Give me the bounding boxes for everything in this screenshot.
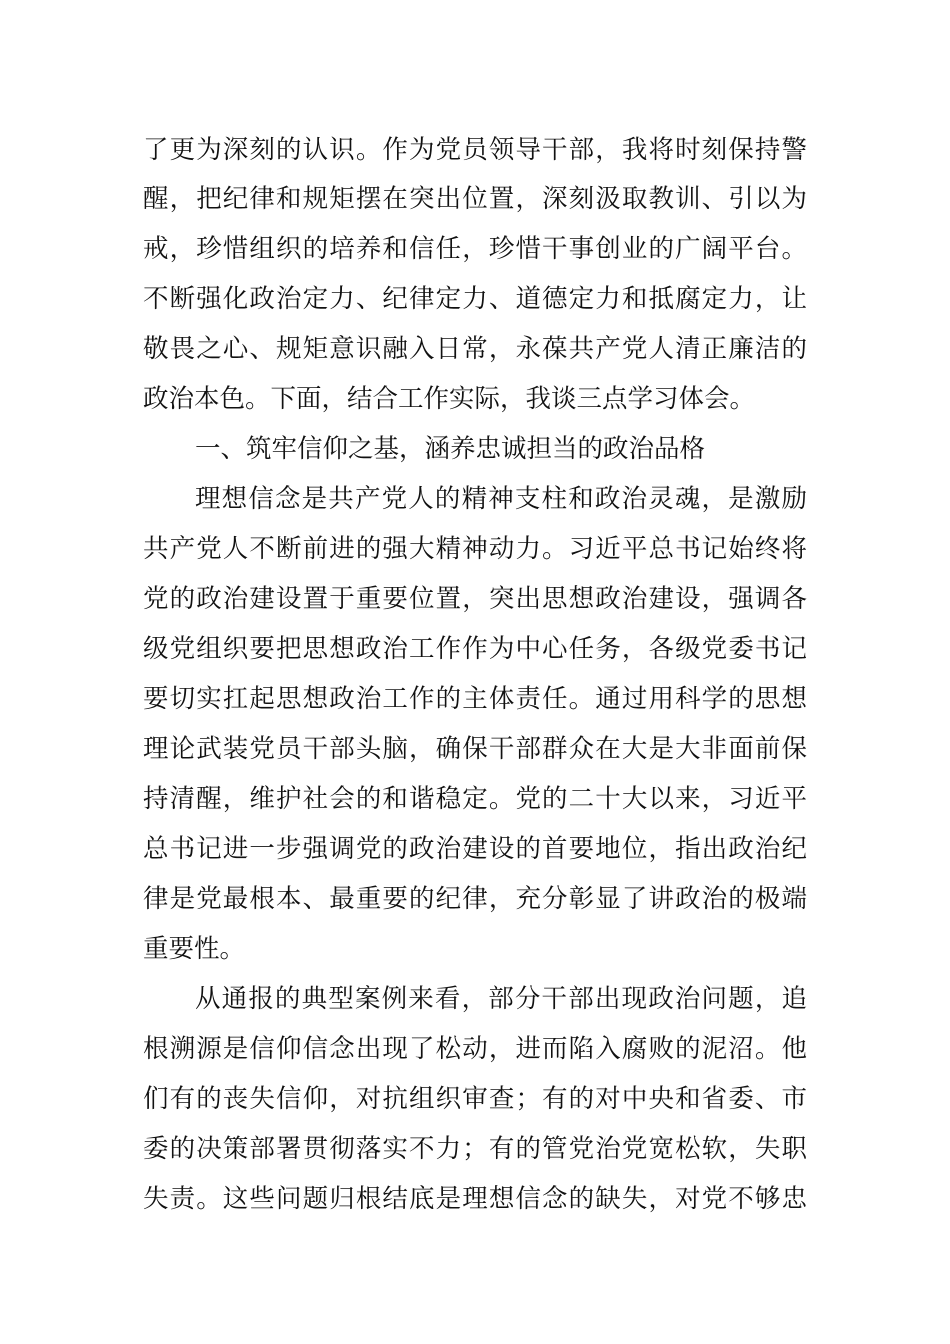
text-line: 党的政治建设置于重要位置，突出思想政治建设，强调各 (143, 584, 807, 614)
text-line: 了更为深刻的认识。作为党员领导干部，我将时刻保持警 (143, 135, 807, 165)
text-line: 重要性。 (143, 934, 246, 964)
text-line: 敬畏之心、规矩意识融入日常，永葆共产党人清正廉洁的 (143, 334, 807, 364)
text-line: 共产党人不断前进的强大精神动力。习近平总书记始终将 (143, 534, 807, 564)
text-line: 委的决策部署贯彻落实不力；有的管党治党宽松软，失职 (143, 1134, 807, 1164)
text-line: 根溯源是信仰信念出现了松动，进而陷入腐败的泥沼。他 (143, 1034, 807, 1064)
text-line: 失责。这些问题归根结底是理想信念的缺失，对党不够忠 (143, 1184, 807, 1214)
text-line: 律是党最根本、最重要的纪律，充分彰显了讲政治的极端 (143, 884, 807, 914)
text-line: 从通报的典型案例来看，部分干部出现政治问题，追 (195, 984, 807, 1014)
text-line: 总书记进一步强调党的政治建设的首要地位，指出政治纪 (143, 834, 807, 864)
text-line: 理想信念是共产党人的精神支柱和政治灵魂，是激励 (195, 484, 807, 514)
text-line: 不断强化政治定力、纪律定力、道德定力和抵腐定力，让 (143, 284, 807, 314)
text-line: 们有的丧失信仰，对抗组织审查；有的对中央和省委、市 (143, 1084, 807, 1114)
text-line: 理论武装党员干部头脑，确保干部群众在大是大非面前保 (143, 734, 807, 764)
text-line: 要切实扛起思想政治工作的主体责任。通过用科学的思想 (143, 684, 807, 714)
text-line: 持清醒，维护社会的和谐稳定。党的二十大以来，习近平 (143, 784, 807, 814)
text-line: 醒，把纪律和规矩摆在突出位置，深刻汲取教训、引以为 (143, 184, 807, 214)
text-line: 级党组织要把思想政治工作作为中心任务，各级党委书记 (143, 634, 807, 664)
text-line: 政治本色。下面，结合工作实际，我谈三点学习体会。 (143, 384, 756, 414)
section-heading: 一、筑牢信仰之基，涵养忠诚担当的政治品格 (195, 434, 706, 464)
text-line: 戒，珍惜组织的培养和信任，珍惜干事创业的广阔平台。 (143, 234, 807, 264)
